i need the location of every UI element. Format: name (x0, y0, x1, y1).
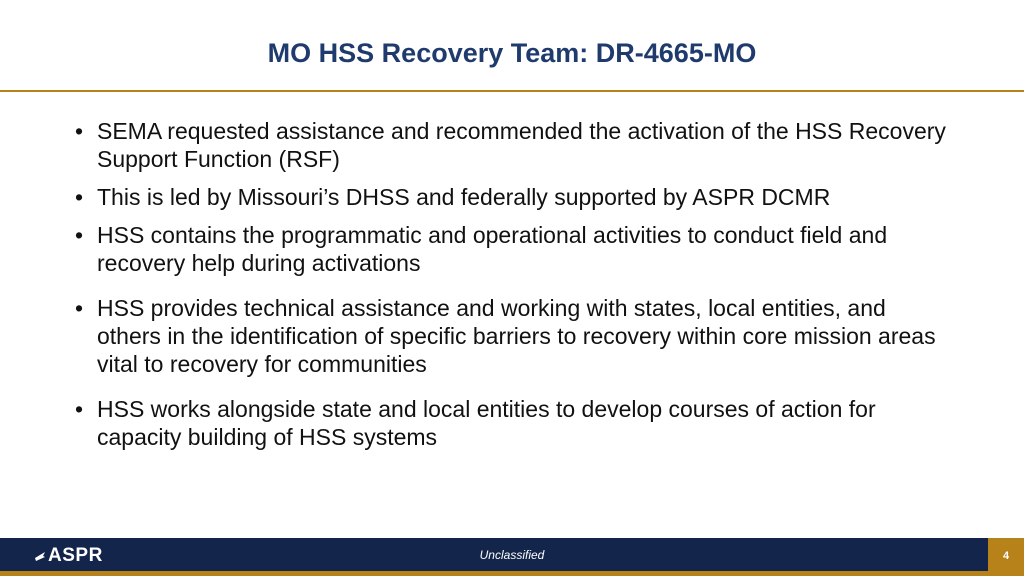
bullet-list (75, 117, 955, 451)
footer-accent-stripe (0, 571, 1024, 576)
bullet-item: • HSS contains the programmatic and operational activities to conduct field and recovery help during activations (75, 221, 955, 277)
bullet-item: • HSS works alongside state and local entities to develop courses of action for capacity building of HSS systems (75, 395, 955, 451)
bullet-item: • This is led by Missouri’s DHSS and federally supported by ASPR DCMR (75, 183, 955, 211)
bullet-item: • SEMA requested assistance and recommended the activation of the HSS Recovery Support Function (RSF) (75, 117, 955, 173)
bullet-item: • HSS provides technical assistance and working with states, local entities, and others in the identification of specific barriers to recovery within core mission areas vital to recovery for communities (75, 294, 955, 378)
logo-text: ASPR (48, 545, 103, 566)
page-number: 4 (988, 538, 1024, 576)
title-divider (0, 90, 1024, 92)
classification-label: Unclassified (479, 548, 545, 562)
slide-title: MO HSS Recovery Team: DR-4665-MO (267, 38, 757, 68)
